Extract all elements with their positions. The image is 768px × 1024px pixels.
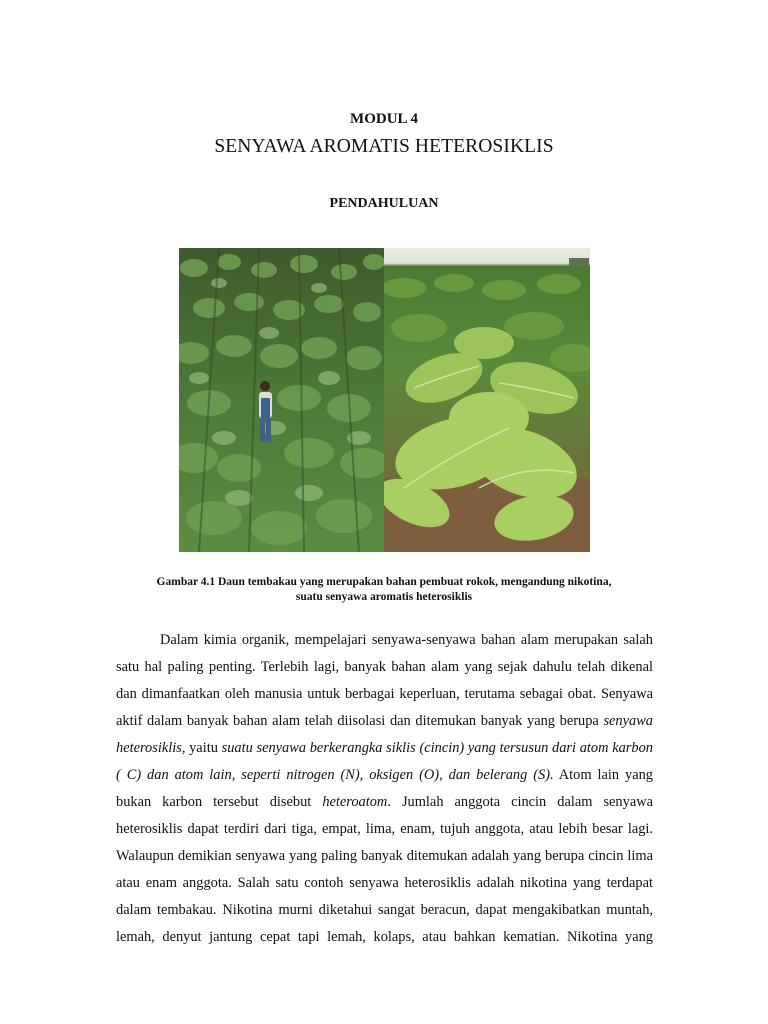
definition-text: suatu senyawa berkerangka siklis (cincin) yang tersusun dari atom karbon ( C) dan atom lain, seperti nitrogen (N), oksigen (O), dan belerang (S). bbox=[116, 740, 653, 783]
caption-line: Gambar 4.1 Daun tembakau yang merupakan bahan pembuat rokok, mengandung nikotina, bbox=[156, 576, 612, 588]
page-title: SENYAWA AROMATIS HETEROSIKLIS bbox=[214, 136, 554, 157]
body-paragraph bbox=[116, 627, 653, 951]
text-run: Atom lain yang bukan karbon tersebut disebut bbox=[116, 767, 653, 810]
tobacco-field-photo bbox=[179, 248, 384, 552]
tobacco-leaves-photo bbox=[384, 248, 590, 552]
text-run: , yaitu bbox=[181, 740, 222, 756]
paragraph bbox=[116, 627, 653, 951]
caption-line: suatu senyawa aromatis heterosiklis bbox=[295, 591, 473, 603]
text-run: Dalam kimia organik, mempelajari senyawa-senyawa bahan alam merupakan salah satu hal paling penting. Terlebih lagi, banyak bahan alam yang sejak dahulu telah dikenal dan dimanfaatkan oleh manusia untuk berbagai keperluan, terutama sebagai obat. Senyawa aktif dalam banyak bahan alam telah diisolasi dan ditemukan banyak yang berupa bbox=[116, 632, 653, 729]
section-title: PENDAHULUAN bbox=[329, 196, 439, 211]
figure-tobacco-photos bbox=[179, 248, 590, 552]
term-heteroatom: heteroatom bbox=[322, 794, 388, 810]
term-heterocyclic: senyawa heterosiklis bbox=[116, 713, 653, 756]
module-label: MODUL 4 bbox=[350, 111, 418, 127]
figure-caption bbox=[110, 575, 658, 605]
text-run: . Jumlah anggota cincin dalam senyawa heterosiklis dapat terdiri dari tiga, empat, lima, enam, tujuh anggota, atau lebih besar lagi. Walaupun demikian senyawa yang paling banyak ditemukan adalah yang berupa cincin lima atau enam anggota. Salah satu contoh senyawa heterosiklis adalah nikotina yang terdapat dalam tembakau. Nikotina murni diketahui sangat beracun, dapat mengakibatkan muntah, lemah, denyut jantung cepat tapi lemah, kolaps, atau bahkan kematian. Nikotina yang bbox=[116, 794, 653, 945]
